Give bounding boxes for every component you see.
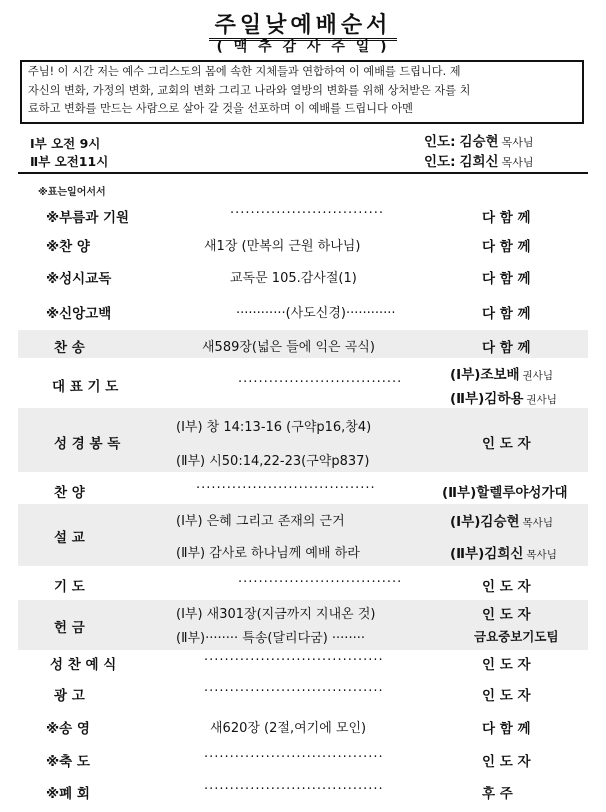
order-row: 기 도 ································ 인 도 자 [54, 575, 531, 595]
invocation-line: 주님! 이 시간 저는 예수 그리스도의 몸에 속한 지체들과 연합하여 이 예배를 드립니다. 제 [28, 65, 461, 78]
service-leader-2: 인도: 김희신 목사님 [424, 154, 534, 170]
service-time-1: Ⅰ부 오전 9시 [30, 136, 101, 151]
invocation-box [20, 60, 584, 124]
order-row: ※성시교독 교독문 105.감사절(1) 다 함 께 [46, 271, 531, 287]
order-row: ※폐 회 ··································· 후 주 [46, 782, 513, 802]
page-subtitle: ( 맥 추 감 사 주 일 ) [216, 39, 390, 55]
service-time-2: Ⅱ부 오전11시 [30, 154, 109, 169]
invocation-line: 료하고 변화를 만드는 사람으로 살아 갈 것을 선포하며 이 예배를 드립니다 아멘 [28, 102, 413, 115]
standing-note: ※표는일어서서 [38, 187, 106, 198]
order-row: 성 경 봉 독 (Ⅰ부) 창 14:13-16 (구약p16,창4) (Ⅱ부) 시50:14,22-23(구약p837) 인 도 자 [18, 408, 588, 472]
order-row: 성 찬 예 식 ··································· 인 도 자 [50, 653, 531, 673]
invocation-line: 자신의 변화, 가정의 변화, 교회의 변화 그리고 나라와 열방의 변화를 위해 상처받은 자를 치 [28, 83, 471, 97]
order-row: 찬 양 ··································· (Ⅱ부)할렐루야성가대 [54, 481, 568, 501]
order-row: 찬 송 새589장(넓은 들에 익은 곡식) 다 함 께 [18, 330, 588, 358]
order-row: 광 고 ··································· 인 도 자 [54, 684, 531, 704]
order-row: ※찬 양 새1장 (만복의 근원 하나님) 다 함 께 [46, 239, 531, 255]
order-row: ※축 도 ··································· 인 도 자 [46, 750, 531, 770]
order-row: ※송 영 새620장 (2절,여기에 모인) 다 함 께 [46, 721, 531, 737]
divider [18, 172, 588, 174]
order-row: 헌 금 (Ⅰ부) 새301장(지금까지 지내온 것) (Ⅱ부)········ 특송(달리다굼) ········ 인 도 자 금요중보기도팀 [18, 600, 588, 650]
service-leader-1: 인도: 김승현 목사님 [424, 134, 534, 150]
order-row: 설 교 (Ⅰ부) 은혜 그리고 존재의 근거 (Ⅱ부) 감사로 하나님께 예배 하라 (Ⅰ부)김승현 목사님 (Ⅱ부)김희신 목사님 [18, 504, 588, 566]
order-row: 대 표 기 도 ································ (Ⅰ부)조보배 권사님 (Ⅱ부)김하용 권사님 [52, 367, 557, 407]
page-title: 주일낮예배순서 [0, 8, 606, 39]
order-row: ※신앙고백 ············(사도신경)············ 다 함 께 [46, 306, 531, 322]
order-row: ※부름과 기원 ······························ 다 함 께 [46, 206, 531, 226]
